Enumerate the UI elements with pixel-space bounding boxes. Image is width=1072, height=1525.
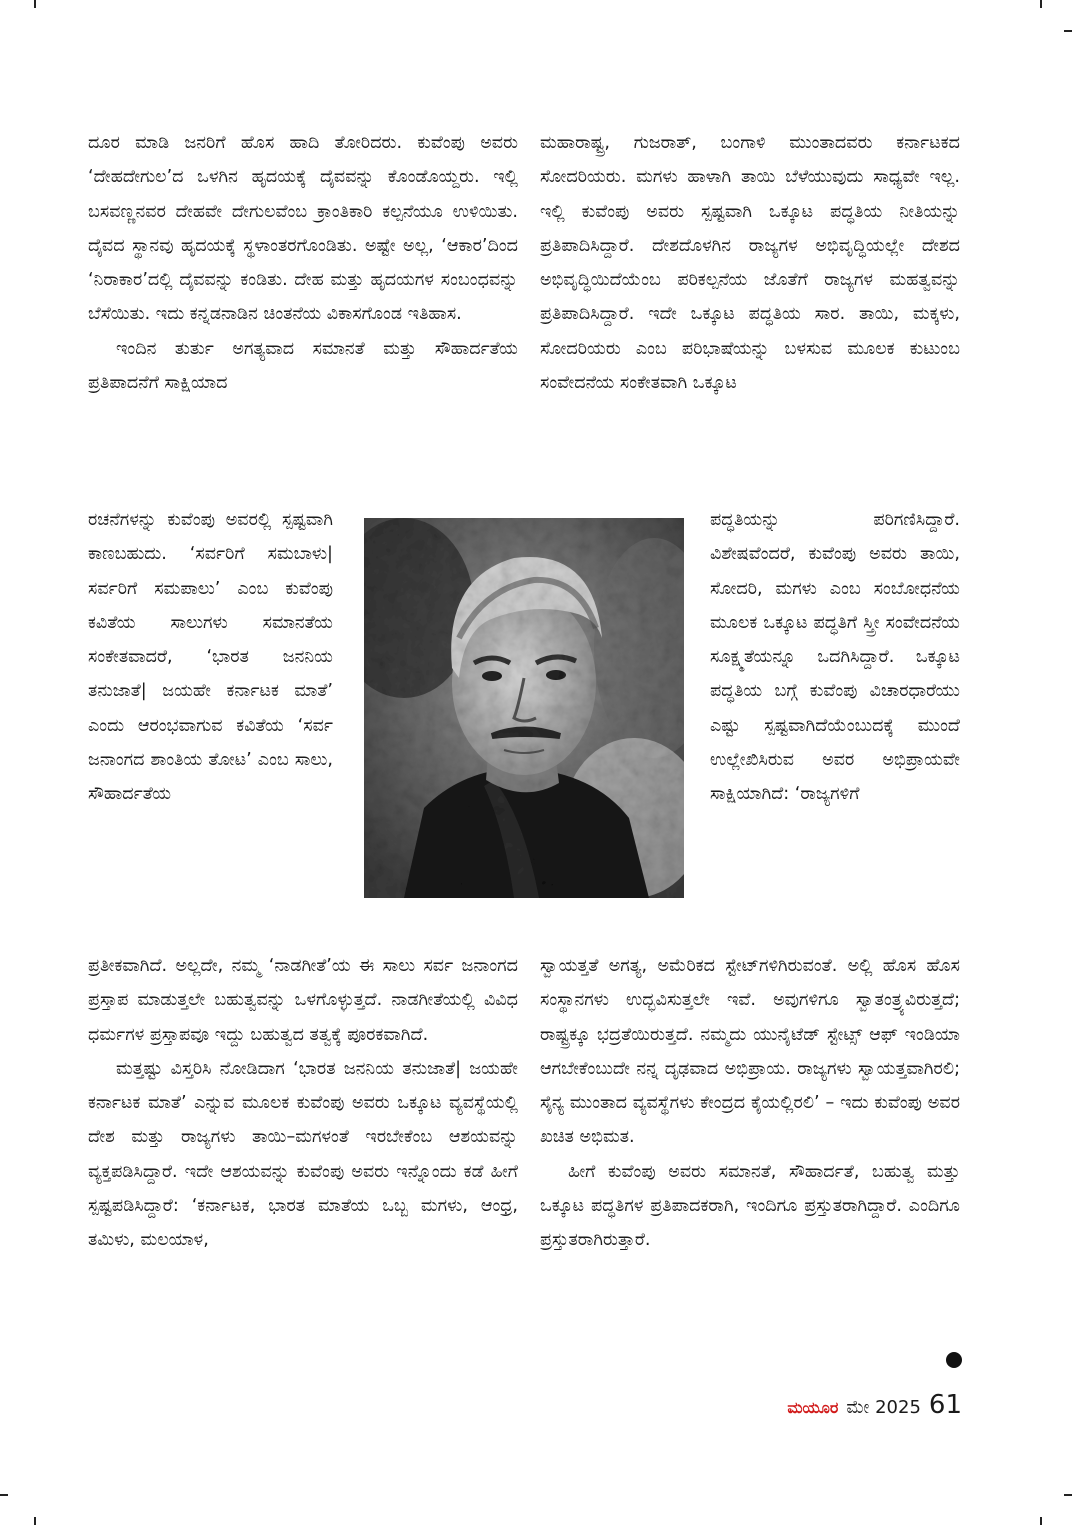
right-column-bottom xyxy=(540,949,960,1258)
crop-mark-bottom-right xyxy=(1040,1517,1042,1525)
crop-mark-left-lower xyxy=(0,1494,8,1496)
paragraph: ಮತ್ತಷ್ಟು ವಿಸ್ತರಿಸಿ ನೋಡಿದಾಗ ‘ಭಾರತ ಜನನಿಯ ತನುಜಾತೆ| ಜಯಹೇ ಕರ್ನಾಟಕ ಮಾತೆ’ ಎನ್ನುವ ಮೂಲಕ ಕುವೆಂಪು ಅವರು ಒಕ್ಕೂಟ ವ್ಯವಸ್ಥೆಯಲ್ಲಿ ದೇಶ ಮತ್ತು ರಾಜ್ಯಗಳು ತಾಯಿ–ಮಗಳಂತೆ ಇರಬೇಕೆಂಬ ಆಶಯವನ್ನು ವ್ಯಕ್ತಪಡಿಸಿದ್ದಾರೆ. ಇದೇ ಆಶಯವನ್ನು ಕುವೆಂಪು ಅವರು ಇನ್ನೊಂದು ಕಡೆ ಹೀಗೆ ಸ್ಪಷ್ಟಪಡಿಸಿದ್ದಾರೆ: ‘ಕರ್ನಾಟಕ, ಭಾರತ ಮಾತೆಯ ಒಬ್ಬ ಮಗಳು, ಆಂಧ್ರ, ತಮಿಳು, ಮಲಯಾಳ, xyxy=(88,1058,518,1251)
end-of-article-bullet xyxy=(946,1352,962,1368)
crop-mark-right-lower xyxy=(1064,1494,1072,1496)
paragraph: ಮಹಾರಾಷ್ಟ್ರ, ಗುಜರಾತ್, ಬಂಗಾಳಿ ಮುಂತಾದವರು ಕರ್ನಾಟಕದ ಸೋದರಿಯರು. ಮಗಳು ಹಾಳಾಗಿ ತಾಯಿ ಬೆಳೆಯುವುದು ಸಾಧ್ಯವೇ ಇಲ್ಲ. ಇಲ್ಲಿ ಕುವೆಂಪು ಅವರು ಸ್ಪಷ್ಟವಾಗಿ ಒಕ್ಕೂಟ ಪದ್ಧತಿಯ ನೀತಿಯನ್ನು ಪ್ರತಿಪಾದಿಸಿದ್ದಾರೆ. ದೇಶದೊಳಗಿನ ರಾಜ್ಯಗಳ ಅಭಿವೃದ್ಧಿಯಲ್ಲೇ ದೇಶದ ಅಭಿವೃದ್ಧಿಯಿದೆಯೆಂಬ ಪರಿಕಲ್ಪನೆಯ ಜೊತೆಗೆ ರಾಜ್ಯಗಳ ಮಹತ್ವವನ್ನು ಪ್ರತಿಪಾದಿಸಿದ್ದಾರೆ. ಇದೇ ಒಕ್ಕೂಟ ಪದ್ಧತಿಯ ಸಾರ. ತಾಯಿ, ಮಕ್ಕಳು, ಸೋದರಿಯರು ಎಂಬ ಪರಿಭಾಷೆಯನ್ನು ಬಳಸುವ ಮೂಲಕ ಕುಟುಂಬ ಸಂವೇದನೆಯ ಸಂಕೇತವಾಗಿ ಒಕ್ಕೂಟ xyxy=(540,133,960,394)
paragraph: ಹೀಗೆ ಕುವೆಂಪು ಅವರು ಸಮಾನತೆ, ಸೌಹಾರ್ದತೆ, ಬಹುತ್ವ ಮತ್ತು ಒಕ್ಕೂಟ ಪದ್ಧತಿಗಳ ಪ್ರತಿಪಾದಕರಾಗಿ, ಇಂದಿಗೂ ಪ್ರಸ್ತುತರಾಗಿದ್ದಾರೆ. ಎಂದಿಗೂ ಪ್ರಸ್ತುತರಾಗಿರುತ್ತಾರೆ. xyxy=(540,1161,960,1251)
right-column-top xyxy=(540,126,960,400)
paragraph: ರಚನೆಗಳನ್ನು ಕುವೆಂಪು ಅವರಲ್ಲಿ ಸ್ಪಷ್ಟವಾಗಿ ಕಾಣಬಹುದು. ‘ಸರ್ವರಿಗೆ ಸಮಬಾಳು| ಸರ್ವರಿಗೆ ಸಮಪಾಲು’ ಎಂಬ ಕುವೆಂಪು ಕವಿತೆಯ ಸಾಲುಗಳು ಸಮಾನತೆಯ ಸಂಕೇತವಾದರೆ, ‘ಭಾರತ ಜನನಿಯ ತನುಜಾತೆ| ಜಯಹೇ ಕರ್ನಾಟಕ ಮಾತೆ’ ಎಂದು ಆರಂಭವಾಗುವ ಕವಿತೆಯ ‘ಸರ್ವ ಜನಾಂಗದ ಶಾಂತಿಯ ತೋಟ’ ಎಂಬ ಸಾಲು, ಸೌಹಾರ್ದತೆಯ xyxy=(88,510,333,805)
paragraph: ಇಂದಿನ ತುರ್ತು ಅಗತ್ಯವಾದ ಸಮಾನತೆ ಮತ್ತು ಸೌಹಾರ್ದತೆಯ ಪ್ರತಿಪಾದನೆಗೆ ಸಾಕ್ಷಿಯಾದ xyxy=(88,338,518,394)
paragraph: ಸ್ವಾಯತ್ತತೆ ಅಗತ್ಯ, ಅಮೆರಿಕದ ಸ್ಟೇಟ್‌ಗಳಿಗಿರುವಂತೆ. ಅಲ್ಲಿ ಹೊಸ ಹೊಸ ಸಂಸ್ಥಾನಗಳು ಉದ್ಭವಿಸುತ್ತಲೇ ಇವೆ. ಅವುಗಳಿಗೂ ಸ್ವಾತಂತ್ರ್ಯವಿರುತ್ತದೆ; ರಾಷ್ಟ್ರಕ್ಕೂ ಭದ್ರತೆಯಿರುತ್ತದೆ. ನಮ್ಮದು ಯುನೈಟೆಡ್ ಸ್ಟೇಟ್ಸ್ ಆಫ್ ಇಂಡಿಯಾ ಆಗಬೇಕೆಂಬುದೇ ನನ್ನ ದೃಢವಾದ ಅಭಿಪ್ರಾಯ. ರಾಜ್ಯಗಳು ಸ್ವಾಯತ್ತವಾಗಿರಲಿ; ಸೈನ್ಯ ಮುಂತಾದ ವ್ಯವಸ್ಥೆಗಳು ಕೇಂದ್ರದ ಕೈಯಲ್ಲಿರಲಿ’ – ಇದು ಕುವೆಂಪು ಅವರ ಖಚಿತ ಅಭಿಮತ. xyxy=(540,956,960,1148)
crop-mark-top-right xyxy=(1040,0,1042,8)
issue-date: ಮೇ 2025 xyxy=(846,1397,921,1418)
paragraph: ದೂರ ಮಾಡಿ ಜನರಿಗೆ ಹೊಸ ಹಾದಿ ತೋರಿದರು. ಕುವೆಂಪು ಅವರು ‘ದೇಹದೇಗುಲ’ದ ಒಳಗಿನ ಹೃದಯಕ್ಕೆ ದೈವವನ್ನು ಕೊಂಡೊಯ್ದರು. ಇಲ್ಲಿ ಬಸವಣ್ಣನವರ ದೇಹವೇ ದೇಗುಲವೆಂಬ ಕ್ರಾಂತಿಕಾರಿ ಕಲ್ಪನೆಯೂ ಉಳಿಯಿತು. ದೈವದ ಸ್ಥಾನವು ಹೃದಯಕ್ಕೆ ಸ್ಥಳಾಂತರಗೊಂಡಿತು. ಅಷ್ಟೇ ಅಲ್ಲ, ‘ಆಕಾರ’ದಿಂದ ‘ನಿರಾಕಾರ’ದಲ್ಲಿ ದೈವವನ್ನು ಕಂಡಿತು. ದೇಹ ಮತ್ತು ಹೃದಯಗಳ ಸಂಬಂಧವನ್ನು ಬೆಸೆಯಿತು. ಇದು ಕನ್ನಡನಾಡಿನ ಚಿಂತನೆಯ ವಿಕಾಸಗೊಂಡ ಇತಿಹಾಸ. xyxy=(88,133,518,325)
portrait-photo xyxy=(364,518,684,898)
crop-mark-top-left xyxy=(34,0,36,8)
crop-mark-right-upper xyxy=(1064,30,1072,32)
page-number: 61 xyxy=(928,1390,962,1420)
page-footer xyxy=(787,1390,962,1420)
crop-mark-bottom-left xyxy=(34,1517,36,1525)
magazine-logo: ಮಯೂರ xyxy=(787,1398,839,1417)
left-column-wrap xyxy=(88,503,333,812)
paragraph: ಪ್ರತೀಕವಾಗಿದೆ. ಅಲ್ಲದೇ, ನಮ್ಮ ‘ನಾಡಗೀತೆ’ಯ ಈ ಸಾಲು ಸರ್ವ ಜನಾಂಗದ ಪ್ರಸ್ತಾಪ ಮಾಡುತ್ತಲೇ ಬಹುತ್ವವನ್ನು ಒಳಗೊಳ್ಳುತ್ತದೆ. ನಾಡಗೀತೆಯಲ್ಲಿ ವಿವಿಧ ಧರ್ಮಗಳ ಪ್ರಸ್ತಾಪವೂ ಇದ್ದು ಬಹುತ್ವದ ತತ್ವಕ್ಕೆ ಪೂರಕವಾಗಿದೆ. xyxy=(88,956,518,1045)
paragraph: ಪದ್ಧತಿಯನ್ನು ಪರಿಗಣಿಸಿದ್ದಾರೆ. ವಿಶೇಷವೆಂದರೆ, ಕುವೆಂಪು ಅವರು ತಾಯಿ, ಸೋದರಿ, ಮಗಳು ಎಂಬ ಸಂಬೋಧನೆಯ ಮೂಲಕ ಒಕ್ಕೂಟ ಪದ್ಧತಿಗೆ ಸ್ತ್ರೀ ಸಂವೇದನೆಯ ಸೂಕ್ಷ್ಮತೆಯನ್ನೂ ಒದಗಿಸಿದ್ದಾರೆ. ಒಕ್ಕೂಟ ಪದ್ಧತಿಯ ಬಗ್ಗೆ ಕುವೆಂಪು ವಿಚಾರಧಾರೆಯು ಎಷ್ಟು ಸ್ಪಷ್ಟವಾಗಿದೆಯೆಂಬುದಕ್ಕೆ ಮುಂದೆ ಉಲ್ಲೇಖಿಸಿರುವ ಅವರ ಅಭಿಪ್ರಾಯವೇ ಸಾಕ್ಷಿಯಾಗಿದೆ: ‘ರಾಜ್ಯಗಳಿಗೆ xyxy=(710,510,960,805)
right-column-wrap xyxy=(710,503,960,812)
left-column-bottom xyxy=(88,949,518,1258)
left-column-top xyxy=(88,126,518,400)
